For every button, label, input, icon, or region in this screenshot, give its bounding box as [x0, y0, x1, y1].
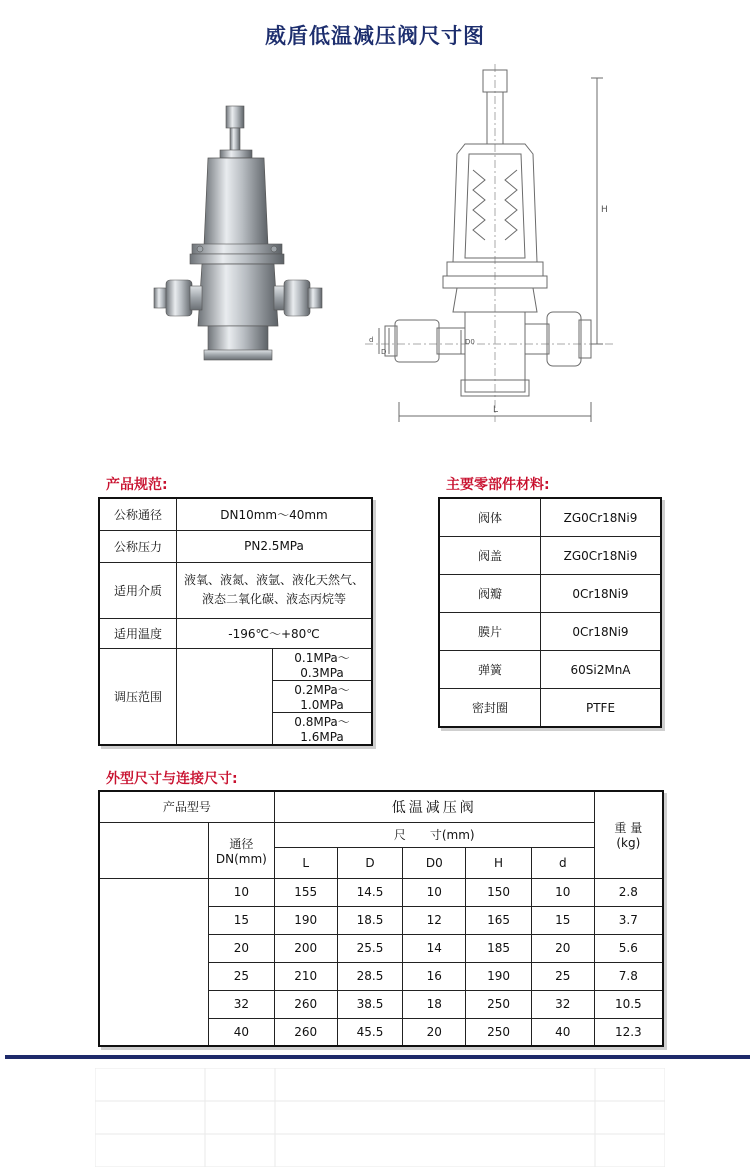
- material-value: ZG0Cr18Ni9: [541, 537, 662, 575]
- dimensions-heading: 外型尺寸与连接尺寸:: [106, 771, 238, 787]
- media-line-1: 液氧、液氮、液氩、液化天然气、: [183, 573, 364, 587]
- cell-h: 250: [466, 1018, 532, 1046]
- cell-h: 250: [466, 990, 532, 1018]
- model-blank-cell: [99, 878, 208, 1046]
- table-header-row: [99, 822, 663, 847]
- cell-weight: 5.6: [594, 934, 663, 962]
- cell-l: 190: [274, 906, 337, 934]
- cell-d: 40: [531, 1018, 594, 1046]
- table-row: [99, 878, 663, 906]
- spec-value: DN10mm～40mm: [177, 498, 373, 530]
- cell-weight: 3.7: [594, 906, 663, 934]
- table-row: [99, 530, 372, 562]
- dn-header: [208, 822, 274, 878]
- cell-d: 38.5: [337, 990, 403, 1018]
- length-dim-label: L: [493, 405, 499, 415]
- cell-dn: 15: [208, 906, 274, 934]
- cell-h: 190: [466, 962, 532, 990]
- material-part: 膜片: [439, 613, 541, 651]
- d-dim-label: d: [369, 336, 374, 344]
- spec-value: -196℃～+80℃: [177, 618, 373, 648]
- material-part: 阀体: [439, 498, 541, 537]
- model-header: 产品型号: [99, 791, 274, 822]
- dimensions-table: [98, 790, 664, 1047]
- spec-value-media: [177, 562, 373, 618]
- size-header: 尺 寸(mm): [274, 822, 594, 847]
- inner-dim-label: D0: [465, 338, 475, 346]
- cell-d: 28.5: [337, 962, 403, 990]
- column-header: L: [274, 847, 337, 878]
- spec-label: 公称压力: [99, 530, 177, 562]
- spec-table: [98, 497, 373, 746]
- table-row: [99, 498, 372, 530]
- pressure-range: 0.2MPa～1.0MPa: [273, 680, 373, 712]
- cell-h: 165: [466, 906, 532, 934]
- bottom-divider: [5, 1055, 750, 1059]
- cell-d: 45.5: [337, 1018, 403, 1046]
- cell-d0: 16: [403, 962, 466, 990]
- cell-l: 155: [274, 878, 337, 906]
- cell-d: 10: [531, 878, 594, 906]
- cell-l: 210: [274, 962, 337, 990]
- table-row: [99, 618, 372, 648]
- faded-background-table: [95, 1068, 665, 1167]
- cell-d0: 14: [403, 934, 466, 962]
- pressure-range: 0.8MPa～1.6MPa: [273, 712, 373, 745]
- product-name-header: 低温减压阀: [274, 791, 594, 822]
- table-row: [99, 648, 372, 680]
- cell-weight: 12.3: [594, 1018, 663, 1046]
- cell-h: 185: [466, 934, 532, 962]
- dn-header-line-2: DN(mm): [215, 851, 267, 866]
- cell-dn: 32: [208, 990, 274, 1018]
- column-header: D0: [403, 847, 466, 878]
- material-part: 弹簧: [439, 651, 541, 689]
- spec-label: 适用介质: [99, 562, 177, 618]
- spec-blank-cell: [177, 648, 273, 745]
- cell-h: 150: [466, 878, 532, 906]
- valve-photo: [150, 100, 330, 370]
- cell-l: 260: [274, 990, 337, 1018]
- weight-header: [594, 791, 663, 878]
- spec-value: PN2.5MPa: [177, 530, 373, 562]
- page-title: 威盾低温减压阀尺寸图: [265, 23, 485, 48]
- cell-d0: 12: [403, 906, 466, 934]
- table-row: [439, 575, 661, 613]
- material-value: 0Cr18Ni9: [541, 613, 662, 651]
- cell-l: 260: [274, 1018, 337, 1046]
- table-row: [439, 689, 661, 728]
- cell-d0: 20: [403, 1018, 466, 1046]
- table-header-row: [99, 791, 663, 822]
- media-line-2: 液态二氧化碳、液态丙烷等: [201, 592, 346, 606]
- material-part: 阀瓣: [439, 575, 541, 613]
- model-blank-cell: [99, 822, 208, 878]
- cell-d: 32: [531, 990, 594, 1018]
- pressure-range: 0.1MPa～0.3MPa: [273, 648, 373, 680]
- cell-d: 15: [531, 906, 594, 934]
- material-value: ZG0Cr18Ni9: [541, 498, 662, 537]
- cell-weight: 2.8: [594, 878, 663, 906]
- cell-d: 25: [531, 962, 594, 990]
- cell-weight: 7.8: [594, 962, 663, 990]
- column-header: d: [531, 847, 594, 878]
- weight-header-line-1: 重 量: [614, 821, 643, 836]
- column-header: H: [466, 847, 532, 878]
- material-part: 阀盖: [439, 537, 541, 575]
- spec-label: 适用温度: [99, 618, 177, 648]
- material-value: 60Si2MnA: [541, 651, 662, 689]
- material-part: 密封圈: [439, 689, 541, 728]
- cell-d: 14.5: [337, 878, 403, 906]
- materials-table: [438, 497, 662, 728]
- table-row: [439, 537, 661, 575]
- column-header: D: [337, 847, 403, 878]
- spec-label: 调压范围: [99, 648, 177, 745]
- material-value: PTFE: [541, 689, 662, 728]
- spec-label: 公称通径: [99, 498, 177, 530]
- height-dim-label: H: [601, 205, 608, 215]
- cell-weight: 10.5: [594, 990, 663, 1018]
- cell-d: 18.5: [337, 906, 403, 934]
- weight-header-line-2: (kg): [616, 836, 641, 851]
- material-value: 0Cr18Ni9: [541, 575, 662, 613]
- cell-d0: 10: [403, 878, 466, 906]
- cell-d0: 18: [403, 990, 466, 1018]
- dimension-drawing: [365, 62, 625, 432]
- cell-dn: 20: [208, 934, 274, 962]
- materials-heading: 主要零部件材料:: [446, 477, 550, 493]
- cell-dn: 10: [208, 878, 274, 906]
- table-row: [439, 613, 661, 651]
- big-d-dim-label: D: [381, 348, 387, 356]
- table-row: [439, 651, 661, 689]
- table-row: [439, 498, 661, 537]
- spec-heading: 产品规范:: [106, 477, 168, 493]
- cell-l: 200: [274, 934, 337, 962]
- cell-dn: 25: [208, 962, 274, 990]
- cell-d: 25.5: [337, 934, 403, 962]
- dn-header-line-1: 通径: [229, 836, 254, 851]
- cell-d: 20: [531, 934, 594, 962]
- cell-dn: 40: [208, 1018, 274, 1046]
- table-row: [99, 562, 372, 618]
